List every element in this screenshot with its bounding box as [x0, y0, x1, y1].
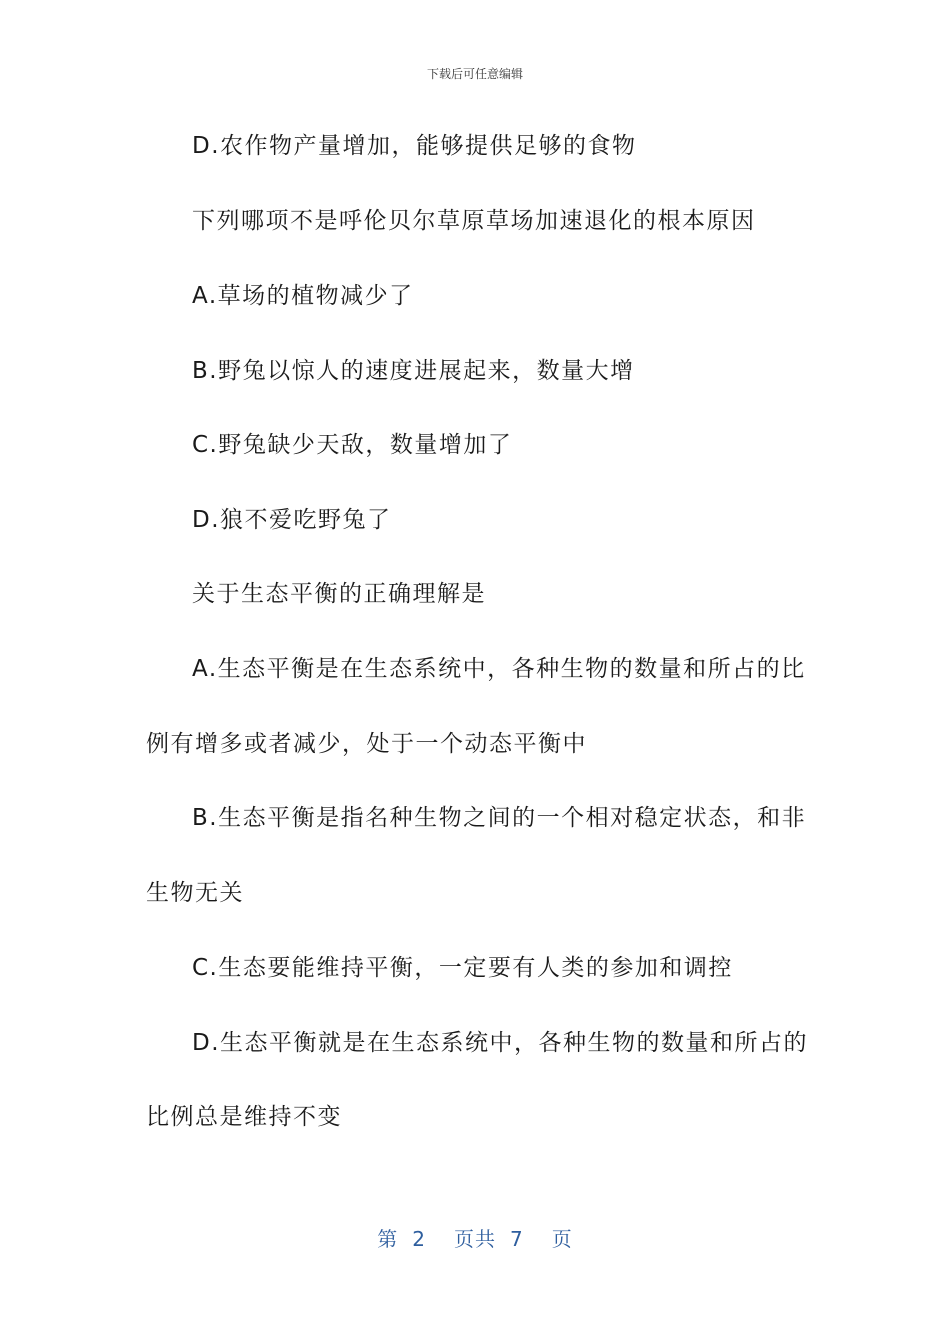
option-line-continuation: 例有增多或者减少，处于一个动态平衡中 [146, 731, 587, 757]
footer-suffix: 页 [551, 1227, 573, 1251]
option-line: C.野兔缺少天敌，数量增加了 [192, 432, 513, 458]
page-footer [0, 1226, 950, 1252]
text-line: D.农作物产量增加，能够提供足够的食物 [192, 133, 637, 159]
option-line: B.野兔以惊人的速度进展起来，数量大增 [192, 358, 635, 384]
option-line: A.草场的植物减少了 [192, 283, 414, 309]
footer-total-pages: 7 [510, 1227, 524, 1251]
question-line: 下列哪项不是呼伦贝尔草原草场加速退化的根本原因 [192, 208, 756, 234]
option-line: B.生态平衡是指名种生物之间的一个相对稳定状态，和非 [192, 805, 807, 831]
option-line: D.生态平衡就是在生态系统中，各种生物的数量和所占的 [192, 1030, 809, 1056]
footer-prefix: 第 [377, 1227, 399, 1251]
footer-current-page: 2 [412, 1227, 426, 1251]
footer-middle: 页共 [454, 1227, 496, 1251]
option-line: A.生态平衡是在生态系统中，各种生物的数量和所占的比 [192, 656, 806, 682]
option-line: C.生态要能维持平衡，一定要有人类的参加和调控 [192, 955, 733, 981]
option-line: D.狼不爱吃野兔了 [192, 507, 392, 533]
option-line-continuation: 生物无关 [146, 880, 244, 906]
question-line: 关于生态平衡的正确理解是 [192, 581, 486, 607]
page-header-note: 下载后可任意编辑 [426, 67, 523, 81]
option-line-continuation: 比例总是维持不变 [146, 1104, 342, 1130]
